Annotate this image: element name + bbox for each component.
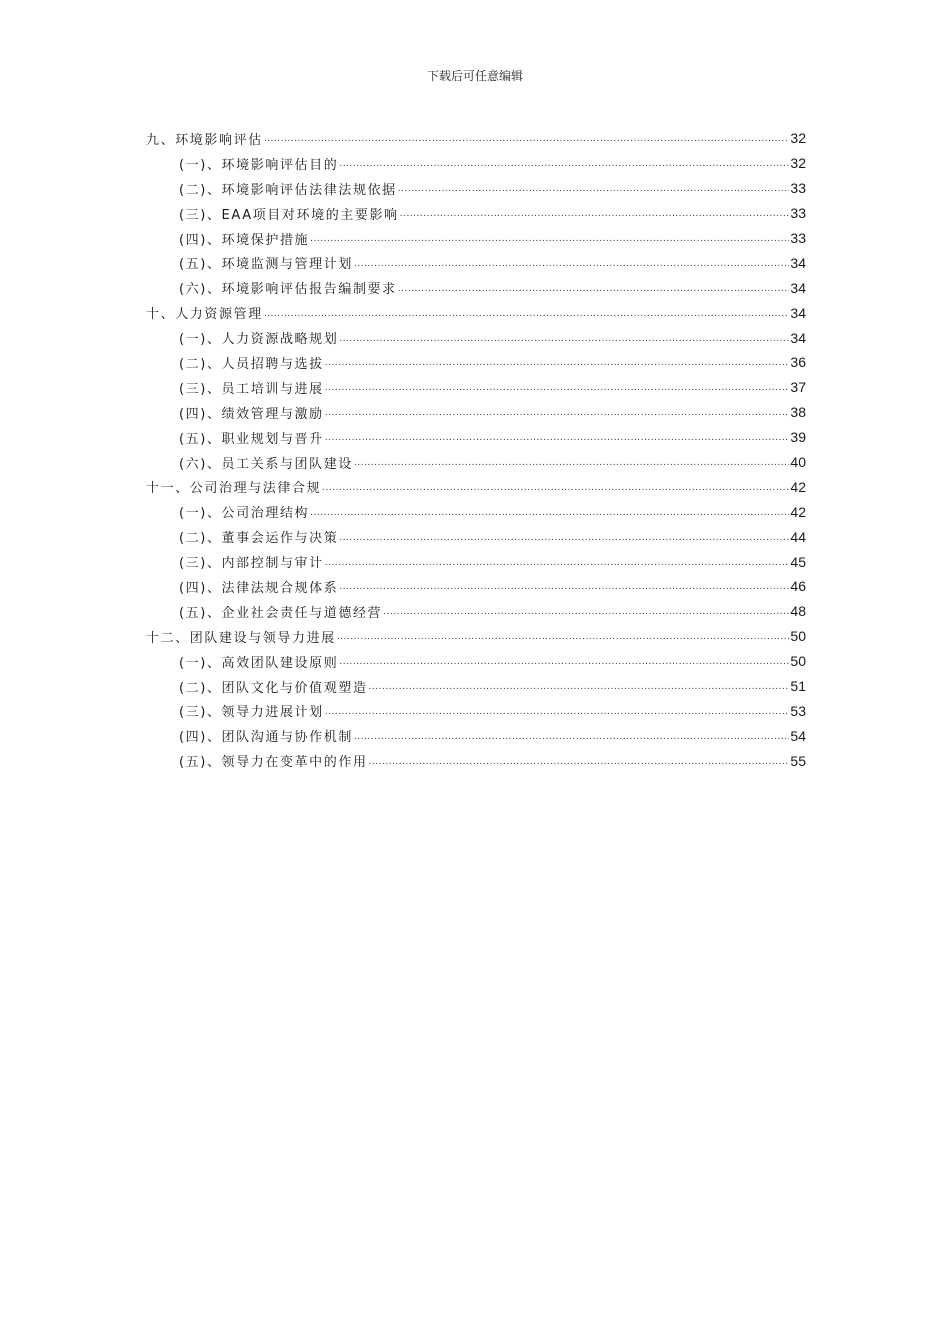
toc-section-entry[interactable] [146,226,806,251]
toc-entry-label: (五)、企业社会责任与道德经营 [179,605,383,621]
toc-entry-label: (四)、法律法规合规体系 [179,580,339,596]
toc-page-number: 50 [790,628,806,645]
toc-entry-label: (一)、高效团队建设原则 [179,655,339,671]
toc-section-entry[interactable] [146,599,806,624]
toc-dot-leader [337,632,790,646]
toc-dot-leader [354,732,789,746]
toc-page-number: 33 [790,180,806,197]
toc-section-entry[interactable] [146,325,806,350]
toc-section-entry[interactable] [146,524,806,549]
toc-entry-label: (一)、环境影响评估目的 [179,157,339,173]
toc-page-number: 54 [790,727,806,744]
toc-section-entry[interactable] [146,151,806,176]
toc-page-number: 42 [790,478,806,495]
toc-chapter-entry[interactable] [146,474,806,499]
toc-entry-label: (四)、团队沟通与协作机制 [179,730,353,746]
toc-entry-label: (二)、董事会运作与决策 [179,531,339,547]
toc-page-number: 53 [790,702,806,719]
toc-entry-label: (三)、EAA项目对环境的主要影响 [179,207,399,223]
toc-page-number: 55 [790,752,806,769]
toc-dot-leader [369,757,790,771]
toc-page-number: 45 [790,553,806,570]
toc-section-entry[interactable] [146,375,806,400]
toc-section-entry[interactable] [146,400,806,425]
toc-section-entry[interactable] [146,350,806,375]
toc-chapter-entry[interactable] [146,624,806,649]
toc-section-entry[interactable] [146,201,806,226]
toc-page-number: 42 [790,503,806,520]
toc-section-entry[interactable] [146,250,806,275]
toc-section-entry[interactable] [146,176,806,201]
page-header: 下载后可任意编辑 [426,69,523,83]
toc-section-entry[interactable] [146,574,806,599]
toc-dot-leader [325,433,790,447]
toc-section-entry[interactable] [146,425,806,450]
toc-dot-leader [339,334,789,348]
toc-entry-label: (二)、人员招聘与选拔 [179,356,324,372]
toc-entry-label: (四)、绩效管理与激励 [179,406,324,422]
toc-dot-leader [339,159,789,173]
toc-page-number: 39 [790,429,806,446]
toc-entry-label: (三)、员工培训与进展 [179,381,324,397]
toc-entry-label: 十一、公司治理与法律合规 [146,481,322,497]
toc-page-number: 40 [790,454,806,471]
toc-section-entry[interactable] [146,450,806,475]
toc-page-number: 33 [790,230,806,246]
toc-page-number: 34 [790,254,806,271]
toc-entry-label: (三)、领导力进展计划 [179,705,324,721]
toc-section-entry[interactable] [146,723,806,748]
toc-entry-label: 十二、团队建设与领导力进展 [146,630,336,646]
toc-dot-leader [310,508,789,522]
toc-page-number: 36 [790,354,806,371]
toc-entry-label: (二)、团队文化与价值观塑造 [179,680,368,696]
toc-entry-label: (二)、环境影响评估法律法规依据 [179,182,397,198]
toc-section-entry[interactable] [146,748,806,773]
toc-page-number: 37 [790,379,806,396]
toc-entry-label: (五)、职业规划与晋升 [179,431,324,447]
toc-section-entry[interactable] [146,649,806,674]
toc-page-number: 48 [790,603,806,620]
toc-entry-label: (三)、内部控制与审计 [179,556,324,572]
toc-section-entry[interactable] [146,549,806,574]
toc-dot-leader [322,483,789,497]
toc-page-number: 34 [790,279,806,296]
toc-entry-label: (五)、领导力在变革中的作用 [179,755,368,771]
toc-entry-label: (四)、环境保护措施 [179,232,310,248]
toc-dot-leader [400,209,790,223]
toc-dot-leader [339,657,789,671]
toc-page-number: 46 [790,578,806,595]
toc-section-entry[interactable] [146,674,806,699]
toc-dot-leader [354,458,789,472]
toc-page-number: 33 [790,205,806,222]
toc-entry-label: (一)、公司治理结构 [179,506,310,522]
toc-page-number: 34 [790,304,806,321]
toc-page-number: 51 [790,678,806,695]
toc-dot-leader [325,558,790,572]
toc-dot-leader [325,707,790,721]
toc-page-number: 44 [790,528,806,545]
toc-dot-leader [264,134,790,148]
table-of-contents [146,126,806,773]
toc-page-number: 50 [790,653,806,670]
toc-page-number: 32 [790,155,806,172]
toc-chapter-entry[interactable] [146,300,806,325]
toc-dot-leader [354,259,789,273]
toc-section-entry[interactable] [146,275,806,300]
toc-dot-leader [325,408,790,422]
toc-dot-leader [398,284,790,298]
toc-dot-leader [264,309,790,323]
toc-page-number: 32 [790,130,806,147]
toc-page-number: 34 [790,329,806,346]
toc-entry-label: (六)、员工关系与团队建设 [179,456,353,472]
toc-dot-leader [339,533,789,547]
toc-entry-label: 九、环境影响评估 [146,132,263,148]
toc-page-number: 38 [790,404,806,421]
toc-dot-leader [398,184,790,198]
toc-section-entry[interactable] [146,698,806,723]
toc-dot-leader [339,582,789,596]
toc-section-entry[interactable] [146,499,806,524]
toc-entry-label: (六)、环境影响评估报告编制要求 [179,282,397,298]
toc-entry-label: (一)、人力资源战略规划 [179,332,339,348]
toc-dot-leader [369,682,790,696]
toc-chapter-entry[interactable] [146,126,806,151]
toc-entry-label: 十、人力资源管理 [146,307,263,323]
toc-entry-label: (五)、环境监测与管理计划 [179,257,353,273]
toc-dot-leader [325,358,790,372]
toc-dot-leader [310,234,789,248]
toc-dot-leader [325,383,790,397]
toc-dot-leader [383,607,789,621]
